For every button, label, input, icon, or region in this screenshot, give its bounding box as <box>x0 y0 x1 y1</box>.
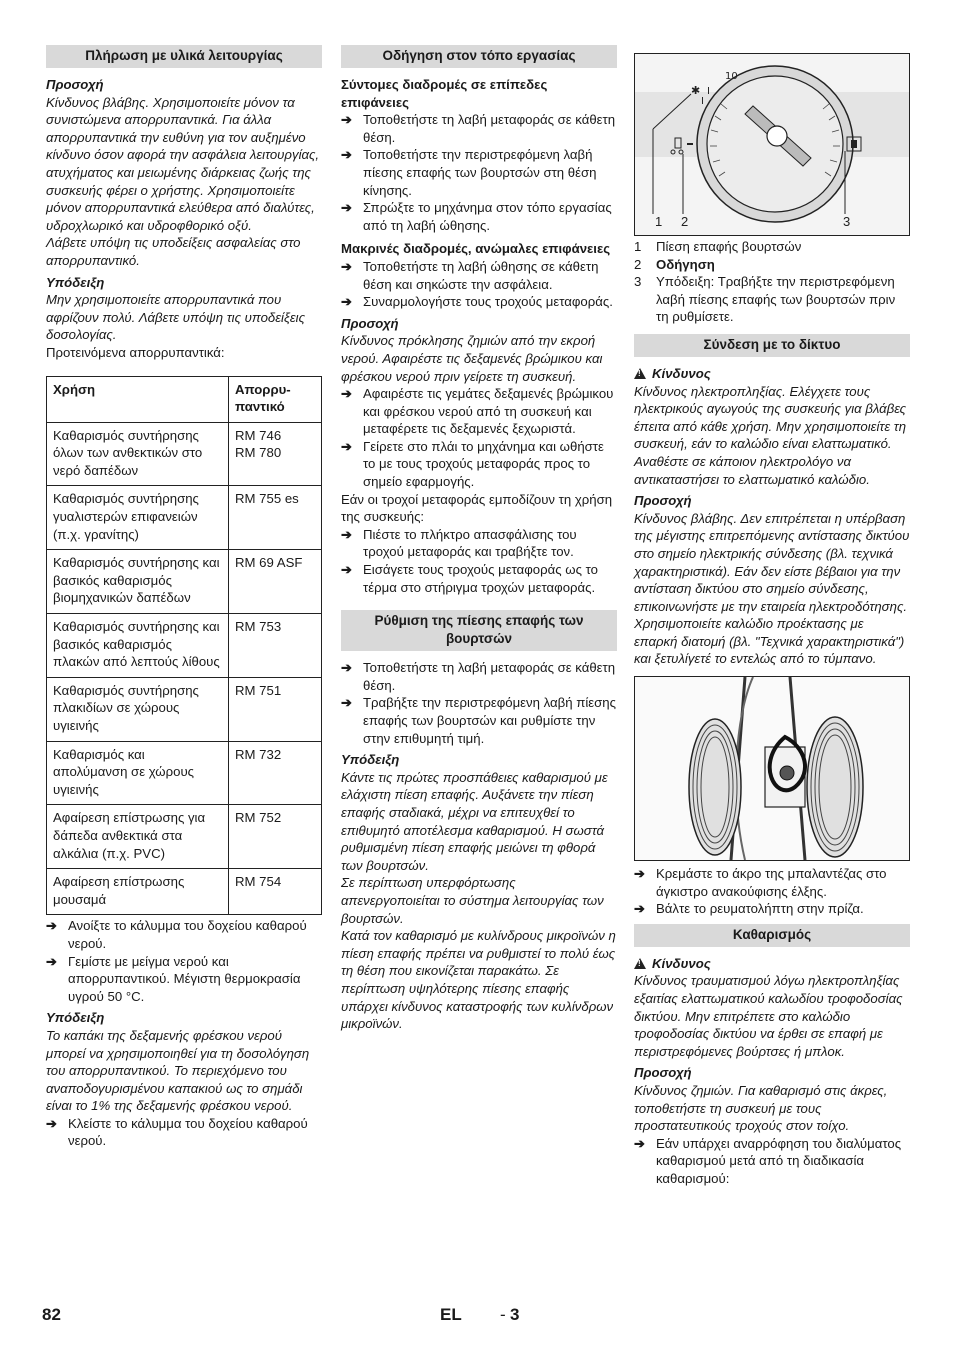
section-heading-mains: Σύνδεση με το δίκτυο <box>634 334 910 357</box>
arrow-icon: ➔ <box>46 953 58 969</box>
step-text: Τραβήξτε την περιστρεφόμενη λαβή πίεσης επαφής των βουρτσών και ρυθμίστε την στην επιθυμητή τιμή. <box>363 695 616 746</box>
step-item <box>341 694 617 747</box>
step-text: Κλείστε το κάλυμμα του δοχείου καθαρού νερού. <box>68 1115 308 1149</box>
table-cell-agent: RM 753 <box>229 614 322 678</box>
legend-item <box>634 238 910 256</box>
step-item <box>46 1115 322 1150</box>
note-text-2: Σε περίπτωση υπερφόρτωσης απενεργοποιείται το σύστημα λειτουργίας των βουρτσών. <box>341 875 604 926</box>
step-text: Γεμίστε με μείγμα νερού και απορρυπαντικού. Μέγιστη θερμοκρασία υγρού 50 °C. <box>68 953 301 1004</box>
step-text: Τοποθετήστε τη λαβή μεταφοράς σε κάθετη θέση. <box>363 660 616 693</box>
danger-label <box>634 365 910 383</box>
svg-text:✱: ✱ <box>691 84 701 97</box>
warning-triangle-icon <box>634 368 646 379</box>
legend-number: 3 <box>634 274 642 290</box>
arrow-icon: ➔ <box>341 562 353 578</box>
step-item <box>634 1135 910 1188</box>
table-row <box>47 422 322 486</box>
step-text: Τοποθετήστε την περιστρεφόμενη λαβή πίεσης επαφής των βουρτσών στη θέση κίνησης. <box>363 147 597 198</box>
danger-label-text: Κίνδυνος <box>652 955 711 971</box>
pressure-dial-figure <box>634 53 910 236</box>
step-item <box>634 865 910 900</box>
step-text: Βάλτε το ρευματολήπτη στην πρίζα. <box>656 901 864 917</box>
danger-label <box>634 955 910 973</box>
caution-label: Προσοχή <box>341 315 399 331</box>
danger-text: Κίνδυνος τραυματισμού λόγω ηλεκτροπληξίας εξαιτίας ελαττωματικού καλωδίου τροφοδοσίας δικτύου. Μην επιτρέπετε στο καλώδιο τροφοδοσίας δικτύου να έρθει σε επαφή με περιστρεφόμενες βούρτσες ή μπλοκ. <box>634 973 903 1059</box>
caution-label: Προσοχή <box>634 1065 692 1081</box>
section-page-number: 3 <box>510 1305 520 1324</box>
table-row <box>47 486 322 550</box>
danger-text: Κίνδυνος ηλεκτροπληξίας. Ελέγχετε τους ηλεκτρικούς αγωγούς της συσκευής για βλάβες έπειτα από κάθε χρήση. Μην χρησιμοποιείτε τη συσκευή, εάν το καλώδιο είναι ελαττωματικό. Αναθέστε σε κάποιον ηλεκτρολόγο να αντικαταστήσει το ελαττωματικό καλώδιο. <box>634 383 907 487</box>
step-item <box>341 438 617 491</box>
svg-text:I: I <box>701 96 704 107</box>
arrow-icon: ➔ <box>341 438 353 454</box>
step-text: Τοποθετήστε τη λαβή μεταφοράς σε κάθετη θέση. <box>363 112 616 145</box>
step-item <box>341 146 617 199</box>
figure-label-3: 3 <box>843 214 851 229</box>
step-text: Σπρώξτε το μηχάνημα στον τόπο εργασίας από τη λαβή ώθησης. <box>363 200 612 233</box>
step-item <box>634 900 910 918</box>
table-row <box>47 677 322 741</box>
step-item <box>341 526 617 561</box>
figure-label-1: 1 <box>655 214 663 229</box>
table-row <box>47 741 322 805</box>
arrow-icon: ➔ <box>634 866 646 882</box>
step-item <box>46 917 322 952</box>
step-text: Συναρμολογήστε τους τροχούς μεταφοράς. <box>363 294 613 310</box>
note-text: Κάντε τις πρώτες προσπάθειες καθαρισμού με ελάχιστη πίεση επαφής. Αυξάνετε την πίεση επαφής σταδιακά, μέχρι να επιτευχθεί το επιθυμητό αποτέλεσμα καθαρισμού. Η σωστά ρυθμισμένη πίεση επαφής μειώνει τη φθορά των βουρτσών. <box>341 769 608 873</box>
table-header-use: Χρήση <box>47 376 229 422</box>
condition-text: Εάν οι τροχοί μεταφοράς εμποδίζουν τη χρήση της συσκευής: <box>341 491 613 525</box>
warning-triangle-icon <box>634 958 646 969</box>
table-header-agent: Απορρυ-παντικό <box>229 376 322 422</box>
step-text: Ανοίξτε το κάλυμμα του δοχείου καθαρού νερού. <box>68 918 307 951</box>
table-cell-agent: RM 755 es <box>229 486 322 550</box>
step-item <box>46 953 322 1006</box>
table-cell-use: Αφαίρεση επίστρωσης μουσαμά <box>47 869 229 915</box>
section-heading-driving: Οδήγηση στον τόπο εργασίας <box>341 45 617 68</box>
caution-label: Προσοχή <box>46 77 104 92</box>
table-cell-agent: RM 732 <box>229 741 322 805</box>
arrow-icon: ➔ <box>341 112 353 128</box>
column-left <box>46 45 322 1150</box>
caution-text: Κίνδυνος βλάβης. Χρησιμοποιείτε μόνον τα συνιστώμενα απορρυπαντικά. Για άλλα απορρυπαντικά την ευθύνη για τον αυξημένο κίνδυνο όσον αφορά την ασφάλεια λειτουργίας, ατυχήματος και μειωμένης διάρκειας ζωής της συσκευής φέρει ο χρήστης. Χρησιμοποιείτε μόνον απορρυπαντικά ελεύθερα από διαλύτες, υδροχλωρικό και υδροφθορικό οξύ. <box>46 94 320 233</box>
legend-text: Οδήγηση <box>656 256 715 272</box>
table-header-row <box>47 376 322 422</box>
note-label: Υπόδειξη <box>341 752 400 768</box>
svg-text:10: 10 <box>725 71 738 82</box>
table-row <box>47 805 322 869</box>
note-text: Μην χρησιμοποιείτε απορρυπαντικά που αφρίζουν πολύ. Λάβετε υπόψη τις υποδείξεις δοσολογίας. <box>46 292 305 343</box>
section-heading-cleaning: Καθαρισμός <box>634 924 910 947</box>
caution-text-2: Λάβετε υπόψη τις υποδείξεις ασφαλείας στο απορρυπαντικό. <box>46 235 301 268</box>
step-item <box>341 293 617 311</box>
arrow-icon: ➔ <box>46 1115 58 1131</box>
table-cell-agent: RM 754 <box>229 869 322 915</box>
arrow-icon: ➔ <box>341 147 353 163</box>
legend-number: 2 <box>634 256 642 272</box>
step-text: Πιέστε το πλήκτρο απασφάλισης του τροχού μεταφοράς και τραβήξτε τον. <box>363 526 577 560</box>
table-cell-use: Καθαρισμός και απολύμανση σε χώρους υγιεινής <box>47 741 229 805</box>
step-text: Γείρετε στο πλάι το μηχάνημα και ωθήστε το με τους τροχούς μεταφοράς προς το σημείο εφαρμογής. <box>363 438 604 490</box>
dial-illustration <box>635 54 909 235</box>
step-item <box>341 561 617 596</box>
figure-legend <box>634 238 910 326</box>
table-cell-use: Καθαρισμός συντήρησης πλακιδίων σε χώρους υγιεινής <box>47 677 229 741</box>
svg-text:I: I <box>707 86 710 97</box>
note-label: Υπόδειξη <box>46 1010 105 1026</box>
section-heading-filling: Πλήρωση με υλικά λειτουργίας <box>46 45 322 68</box>
arrow-icon: ➔ <box>634 1135 646 1151</box>
step-item <box>341 258 617 293</box>
step-text: Τοποθετήστε τη λαβή ώθησης σε κάθετη θέση και σηκώστε την ασφάλεια. <box>363 258 599 292</box>
recommended-label: Προτεινόμενα απορρυπαντικά: <box>46 344 225 360</box>
caution-text: Κίνδυνος πρόκλησης ζημιών από την εκροή νερού. Αφαιρέστε τις δεξαμενές βρώμικου και φρέσκου νερού πριν γείρετε τη συσκευή. <box>341 333 603 384</box>
step-text: Αφαιρέστε τις γεμάτες δεξαμενές βρώμικου και φρέσκου νερού από τη συσκευή και μεταφέρετε τις δεξαμενές ξεχωριστά. <box>363 386 614 437</box>
table-cell-use: Αφαίρεση επίστρωσης για δάπεδα ανθεκτικά στα αλκάλια (π.χ. PVC) <box>47 805 229 869</box>
arrow-icon: ➔ <box>46 918 58 934</box>
subheading-short: Σύντομες διαδρομές σε επίπεδες επιφάνειες <box>341 77 548 110</box>
table-row <box>47 614 322 678</box>
table-cell-agent: RM 752 <box>229 805 322 869</box>
arrow-icon: ➔ <box>341 660 353 676</box>
table-cell-use: Καθαρισμός συντήρησης και βασικός καθαρισμός πλακών από λεπτούς λίθους <box>47 614 229 678</box>
arrow-icon: ➔ <box>341 258 353 274</box>
section-heading-pressure: Ρύθμιση της πίεσης επαφής των βουρτσών <box>341 610 617 651</box>
step-text: Κρεμάστε το άκρο της μπαλαντέζας στο άγκιστρο ανακούφισης έλξης. <box>656 866 887 899</box>
note-label: Υπόδειξη <box>46 274 105 290</box>
table-row <box>47 869 322 915</box>
step-item <box>341 199 617 234</box>
legend-number: 1 <box>634 239 642 254</box>
caution-text: Κίνδυνος βλάβης. Δεν επιτρέπεται η υπέρβαση της μέγιστης επιτρεπόμενης αντίστασης δικτύου στο σημείο ηλεκτρικής σύνδεσης (βλ. τεχνικά χαρακτηριστικά). Εάν δεν είστε βέβαιοι για την αντίσταση δικτύου στο σημείο σύνδεσης, επικοινωνήστε με την εταιρεία ηλεκτροδότησης. <box>634 510 910 614</box>
step-text: Εισάγετε τους τροχούς μεταφοράς ως το τέρμα στο στήριγμα τροχών μεταφοράς. <box>363 562 598 595</box>
arrow-icon: ➔ <box>341 386 353 402</box>
arrow-icon: ➔ <box>634 901 646 917</box>
table-row <box>47 550 322 614</box>
caution-label: Προσοχή <box>634 493 692 509</box>
step-item <box>341 385 617 438</box>
step-item <box>341 659 617 694</box>
cable-hook-figure <box>634 676 910 861</box>
cable-hook-illustration <box>635 677 909 860</box>
legend-item <box>634 273 910 326</box>
caution-text: Κίνδυνος ζημιών. Για καθαρισμό στις άκρες, τοποθετήστε τη συσκευή με τους προστατευτικούς τροχούς στον τοίχο. <box>634 1083 888 1134</box>
column-right <box>634 53 910 1188</box>
step-item <box>341 111 617 146</box>
table-cell-use: Καθαρισμός συντήρησης και βασικός καθαρισμός βιομηχανικών δαπέδων <box>47 550 229 614</box>
language-code: EL <box>440 1305 462 1324</box>
arrow-icon: ➔ <box>341 200 353 216</box>
subheading-long: Μακρινές διαδρομές, ανώμαλες επιφάνειες <box>341 241 611 257</box>
legend-text: Πίεση επαφής βουρτσών <box>656 239 802 254</box>
note-text-3: Κατά τον καθαρισμό με κυλίνδρους μικροϊνών η πίεση επαφής πρέπει να ρυθμιστεί το πολύ έως τη θέση που εικονίζεται παρακάτω. Σε περίπτωση υψηλότερης πίεσης επαφής υπάρχει κίνδυνος καταστροφής των κυλίνδρων μικροϊνών. <box>341 928 616 1032</box>
page-number: 82 <box>42 1305 61 1324</box>
arrow-icon: ➔ <box>341 526 353 542</box>
table-cell-agent: RM 751 <box>229 677 322 741</box>
table-cell-use: Καθαρισμός συντήρησης όλων των ανθεκτικών στο νερό δαπέδων <box>47 422 229 486</box>
detergent-table <box>46 376 322 916</box>
table-cell-agent: RM 69 ASF <box>229 550 322 614</box>
table-cell-agent: RM 746 RM 780 <box>229 422 322 486</box>
note-text: Το καπάκι της δεξαμενής φρέσκου νερού μπορεί να χρησιμοποιηθεί για τη δοσολόγηση του απορρυπαντικού. Το περιεχόμενο του αναποδογυρισμένου καπακιού ως το σημάδι είναι το 1% της δεξαμενής φρέσκου νερού. <box>46 1027 310 1114</box>
table-cell-use: Καθαρισμός συντήρησης γυαλιστερών επιφανειών (π.χ. γρανίτης) <box>47 486 229 550</box>
arrow-icon: ➔ <box>341 294 353 310</box>
caution-text-2: Χρησιμοποιείτε καλώδιο προέκτασης με επαρκή διατομή (βλ. "Τεχνικά χαρακτηριστικά") και ξετυλίγετέ το εντελώς από το τύμπανο. <box>634 616 905 667</box>
page-separator: - <box>500 1305 506 1324</box>
arrow-icon: ➔ <box>341 695 353 711</box>
step-text: Εάν υπάρχει αναρρόφηση του διαλύματος καθαρισμού μετά από τη διαδικασία καθαρισμού: <box>656 1135 902 1186</box>
legend-text: Υπόδειξη: Τραβήξτε την περιστρεφόμενη λαβή πίεσης επαφής των βουρτσών πριν τη ρυθμίσετε. <box>656 274 896 325</box>
legend-item <box>634 256 910 274</box>
figure-label-2: 2 <box>681 214 689 229</box>
column-middle <box>341 45 617 1033</box>
danger-label-text: Κίνδυνος <box>652 365 711 381</box>
